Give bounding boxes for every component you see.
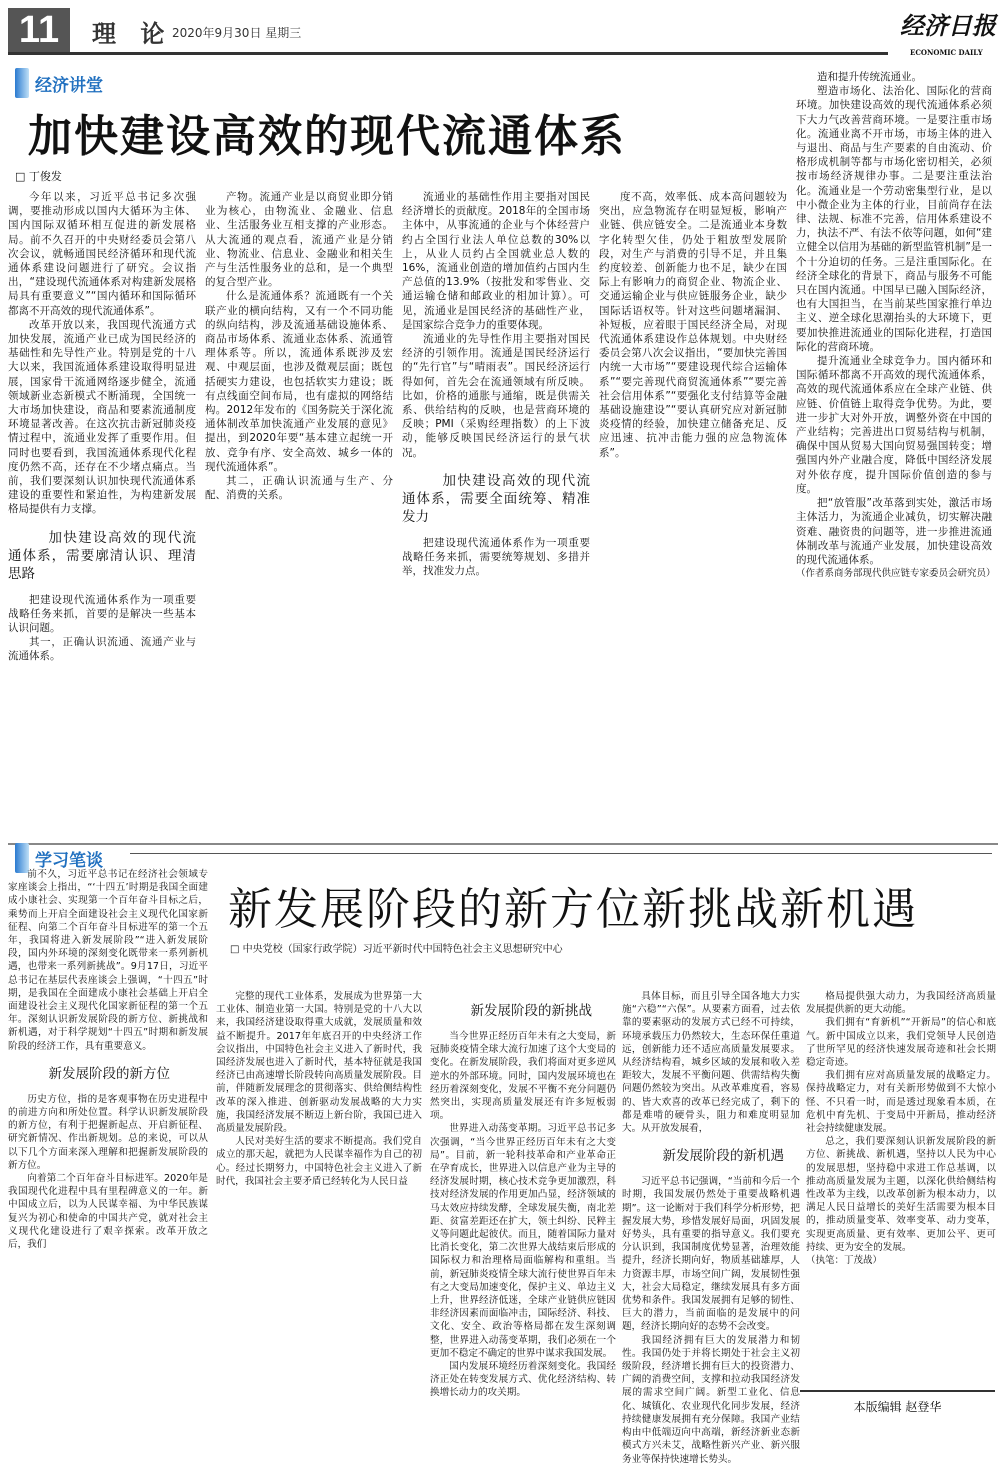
page-editor: 本版编辑 赵登华 (800, 1390, 995, 1415)
paragraph: 具体目标，而且引导全国各地大力实施“六稳”“六保”。从要素方面看，过去依靠的要素驱动的发展方式已经不可持续，环境承载压力仍然较大，生态环保任重道远，创新能力还不适应高质量发展要求。从经济结构看，城乡区域的发展和收入差距较大，发展不平衡问题、供需结构失衡问题仍然较为突出。从改革难度看，容易的、皆大欢喜的改革已经完成了，剩下的都是难啃的硬骨头，阻力和难度明显加大。从开放发展看， (622, 991, 800, 1135)
tag-bar-icon (15, 68, 29, 98)
paragraph: 什么是流通体系？流通既有一个关联产业的横向结构，又有一个不同功能的纵向结构，涉及流通基础设施体系、商品市场体系、流通业态体系、流通管理体系等。所以，流通体系既涉及宏观、中观层面，也涉及微观层面；既包括硬实力建设，也包括软实力建设；既有点线面空间布局，也有虚拟的网络结构。2012年发布的《国务院关于深化流通体制改革加快流通产业发展的意见》提出，到2020年要“基本建立起统一开放、竞争有序、安全高效、城乡一体的现代流通体系”。 (205, 290, 393, 473)
author-note: （作者系商务部现代供应链专家委员会研究员） (796, 568, 996, 580)
article1-column (8, 190, 196, 835)
article1-author: □ 丁俊发 (15, 170, 62, 183)
article1-column (402, 190, 590, 835)
paragraph: 格局提供强大动力，为我国经济高质量发展提供新的更大动能。 (806, 991, 996, 1016)
article2-title: 新发展阶段的新方位新挑战新机遇 (228, 884, 918, 935)
page-header (0, 0, 1000, 62)
column-tag-economic-lecture (15, 68, 103, 98)
article1-column (205, 190, 393, 835)
subheading: 加快建设高效的现代流通体系，需要廓清认识、理清思路 (8, 529, 196, 582)
article2-byline: □ 中央党校（国家行政学院）习近平新时代中国特色社会主义思想研究中心 (230, 944, 563, 955)
paragraph: 流通业的基础性作用主要指对国民经济增长的贡献度。2018年的全国市场主体中，从事流通的企业与个体经营户约占全国行业法人单位总数的30%以上，从业人员约占全国就业总人数的16%，流通业创造的增加值约占国内生产总值的13.9%（按批发和零售业、交通运输仓储和邮政业的相加计算）。可见，流通业是国民经济的基础性产业，是国家综合竞争力的重要体现。 (402, 191, 590, 331)
article2-column (806, 990, 996, 1382)
issue-date: 2020年9月30日 星期三 (172, 26, 302, 40)
paragraph: 其二，正确认识流通与生产、分配、消费的关系。 (205, 475, 393, 502)
page-number: 11 (8, 8, 70, 53)
article2-column (216, 990, 422, 1415)
article1-title: 加快建设高效的现代流通体系 (28, 111, 626, 162)
paragraph: 我国经济拥有巨大的发展潜力和韧性。我国仍处于并将长期处于社会主义初级阶段，经济增长拥有巨大的投资潜力、广阔的消费空间，支撑和拉动我国经济发展的需求空间广阔。新型工业化、信息化、城镇化、农业现代化同步发展，经济持续健康发展拥有充分保障。我国产业结构由中低端迈向中高端，新经济新业态新模式方兴未艾，战略性新兴产业、新兴服务业等保持快速增长势头。 (622, 1334, 800, 1465)
paragraph: 当今世界正经历百年未有之大变局，新冠肺炎疫情全球大流行加速了这个大变局的变化。在新发展阶段，我们将面对更多逆风逆水的外部环境。同时，国内发展环境也在经历着深刻变化，发展不平衡不充分问题仍然突出，实现高质量发展还有许多短板弱项。 (430, 1031, 616, 1122)
paragraph: 历史方位，指的是客观事物在历史进程中的前进方向和所处位置。科学认识新发展阶段的新方位，有利于把握新起点、开启新征程、研究新情况、作出新规划。总的来说，可以从以下几个方面来深入理解和把握新发展阶段的新方位。 (8, 1093, 208, 1171)
paragraph: 世界进入动荡变革期。习近平总书记多次强调，“当今世界正经历百年未有之大变局”。目前，新一轮科技革命和产业革命正在孕育成长，世界进入以信息产业为主导的经济发展时期，核心技术竞争更加激烈，科技对经济发展的作用更加凸显，经济领域的马太效应持续发酵，全球发展失衡，南北差距、贫富差距还在扩大，领土纠纷、民粹主义等问题此起彼伏。而且，随着国际力量对比消长变化，第二次世界大战结束后形成的国际权力和治理格局面临解构和重组。当前，新冠肺炎疫情全球大流行使世界百年未有之大变局加速变化，保护主义、单边主义上升，世界经济低迷，全球产业链供应链因非经济因素而面临冲击，国际经济、科技、文化、安全、政治等格局都在发生深刻调整，世界进入动荡变革期，我们必须在一个更加不稳定不确定的世界中谋求我国发展。 (430, 1123, 616, 1359)
paragraph: 把“放管服”改革落到实处，激活市场主体活力，为流通企业减负，切实解决融资难、融资贵的问题等，进一步推进流通体制改革与流通产业发展，加快建设高效的现代流通体系。 (796, 497, 992, 566)
paragraph: 我们拥有应对高质量发展的战略定力。保持战略定力，对有关新形势做到不大惊小怪、不只看一时，而是透过现象看本质，在危机中育先机、于变局中开新局，推动经济社会持续健康发展。 (806, 1070, 996, 1135)
column-tag-label: 经济讲堂 (35, 75, 103, 96)
paragraph: 提升流通业全球竞争力。国内循环和国际循环都离不开高效的现代流通体系，高效的现代流通体系应在全球产业链、供应链、价值链上取得竞争优势。为此，要进一步扩大对外开放，调整外资在中国的产业结构；完善进出口贸易结构与机制，确保中国从贸易大国向贸易强国转变；增强国内外产业融合度，降低中国经济发展对外依存度，提升国际价值创造的参与度。 (796, 355, 992, 495)
paragraph: 度不高，效率低、成本高问题较为突出，应急物流存在明显短板，影响产业链、供应链安全。二是流通业本身数字化转型欠佳，仍处于粗放型发展阶段，对生产与消费的引导不足，并且集约度较差、创新能力也不足，缺少在国际上有影响力的商贸企业、物流企业、交通运输企业与供应链服务企业，缺少国际话语权等。针对这些问题堵漏洞、补短板，应着眼于国民经济全局，对现代流通体系建设作总体规划。中央财经委员会第八次会议指出，“要加快完善国内统一大市场”“要建设现代综合运输体系”“要完善现代商贸流通体系”“要完善社会信用体系”“要强化支付结算等金融基础设施建设”“要认真研究应对新冠肺炎疫情的经验，加快建立储备充足、反应迅速、抗冲击能力强的应急物流体系”。 (599, 191, 787, 459)
section-name: 理 论 (92, 20, 173, 48)
paragraph: 流通业的先导性作用主要指对国民经济的引领作用。流通是国民经济运行的“先行官”与“晴雨表”。国民经济运行得如何，首先会在流通领域有所反映。比如，价格的通胀与通缩，既是供需关系、供给结构的反映，也是营商环境的反映；PMI（采购经理指数）的上下波动，能够反映国民经济运行的景气状况。 (402, 333, 590, 459)
article1-column (796, 70, 996, 840)
paragraph: 国内发展环境经历着深刻变化。我国经济正处在转变发展方式、优化经济结构、转换增长动力的攻关期。 (430, 1361, 616, 1399)
paragraph: 向着第二个百年奋斗目标进军。2020年是我国现代化进程中具有里程碑意义的一年。新中国成立后，以为人民谋幸福、为中华民族谋复兴为初心和使命的中国共产党，就对社会主义现代化建设进行了艰辛探索。改革开放之后，我们 (8, 1173, 208, 1251)
paragraph: 完整的现代工业体系，发展成为世界第一大工业体、制造业第一大国。特别是党的十八大以来，我国经济建设取得重大成就，发展质量和效益不断提升。2017年年底召开的中央经济工作会议指出，中国特色社会主义进入了新时代，我国经济发展也进入了新时代，基本特征就是我国经济已由高速增长阶段转向高质量发展阶段。目前，伴随新发展理念的贯彻落实、供给侧结构性改革的深入推进、创新驱动发展战略的大力实施，我国经济发展不断迈上新台阶，我国已进入高质量发展阶段。 (216, 991, 422, 1135)
paragraph: 总之，我们要深刻认识新发展阶段的新方位、新挑战、新机遇，坚持以人民为中心的发展思想，坚持稳中求进工作总基调，以推动高质量发展为主题，以深化供给侧结构性改革为主线，以改革创新为根本动力，以满足人民日益增长的美好生活需要为根本目的，推动质量变革、效率变革、动力变革，实现更高质量、更有效率、更加公平、更可持续、更为安全的发展。 (806, 1136, 996, 1253)
author-note: （执笔：丁茂战） (806, 1255, 883, 1267)
paragraph: 其一，正确认识流通、流通产业与流通体系。 (8, 636, 196, 663)
article2-column (622, 990, 800, 1465)
paragraph: 前不久，习近平总书记在经济社会领域专家座谈会上指出，“‘十四五’时期是我国全面建成小康社会、实现第一个百年奋斗目标之后，乘势而上开启全面建设社会主义现代化国家新征程、向第二个百年奋斗目标进军的第一个五年，我国将进入新发展阶段”“进入新发展阶段，国内外环境的深刻变化既带来一系列新机遇，也带来一系列新挑战”。9月17日，习近平总书记在基层代表座谈会上强调，“十四五”时期，是我国在全面建成小康社会基础上开启全面建设社会主义现代化国家新征程的第一个五年。深刻认识新发展阶段的新方位、新挑战和新机遇，对于科学规划“十四五”时期和新发展阶段的经济工作，具有重要意义。 (8, 869, 208, 1052)
paragraph: 今年以来，习近平总书记多次强调，要推动形成以国内大循环为主体、国内国际双循环相互促进的新发展格局。前不久召开的中央财经委员会第八次会议，就畅通国民经济循环和现代流通体系建设问题进行了研究。会议指出，“建设现代流通体系对构建新发展格局具有重要意义”“国内循环和国际循环都离不开高效的现代流通体系”。 (8, 191, 196, 317)
section-divider (8, 843, 998, 845)
article2-column (8, 868, 208, 1413)
paragraph: 我们拥有“育新机”“开新局”的信心和底气。新中国成立以来，我们党领导人民创造了世所罕见的经济快速发展奇迹和社会长期稳定奇迹。 (806, 1017, 996, 1069)
paragraph: 造和提升传统流通业。 (817, 71, 922, 83)
article1-column (599, 190, 787, 835)
newspaper-logo: 经济日报 (900, 11, 996, 40)
paragraph: 产物。流通产业是以商贸业即分销业为核心，由物流业、金融业、信息业、生活服务业互相支撑的产业形态。从大流通的观点看，流通产业是分销业、物流业、信息业、金融业和相关生产与生活性服务业的总和，是一个典型的复合型产业。 (205, 191, 393, 289)
newspaper-logo-en: ECONOMIC DAILY (910, 48, 983, 57)
paragraph: 塑造市场化、法治化、国际化的营商环境。加快建设高效的现代流通体系必须下大力气改善营商环境。一是要注重市场化。流通业离不开市场，市场主体的进入与退出、商品与生产要素的自由流动、价格形成机制等都与市场化密切相关，必须按市场经济规律办事。二是要注重法治化。流通业是一个劳动密集型行业，是以中小微企业为主体的行业，目前尚存在法律、法规、标准不完善，信用体系建设不力，执法不严、有法不依等问题，如何“建立健全以信用为基础的新型监管机制”是一个十分迫切的任务。三是注重国际化。在经济全球化的背景下，商品与服务不可能只在国内流通。中国早已融入国际经济，也有大国担当，在当前某些国家推行单边主义、逆全球化思潮抬头的大环境下，更要加快推进流通业的国际化进程，打造国际化的营商环境。 (796, 85, 992, 353)
paragraph: 人民对美好生活的要求不断提高。我们党自成立的那天起，就把为人民谋幸福作为自己的初心。经过长期努力，中国特色社会主义进入了新时代，我国社会主要矛盾已经转化为人民日益 (216, 1136, 422, 1187)
subheading: 新发展阶段的新方位 (48, 1065, 170, 1082)
paragraph: 改革开放以来，我国现代流通方式加快发展，流通产业已成为国民经济的基础性和先导性产业。特别是党的十八大以来，我国流通体系建设取得明显进展，国家骨干流通网络逐步健全，流通领域新业态新模式不断涌现，全国统一大市场加快建设，商品和要素流通制度环境显著改善。在这次抗击新冠肺炎疫情过程中，流通业发挥了重要作用。但同时也要看到，我国流通体系现代化程度仍然不高，还存在不少堵点痛点。当前，我们要深刻认识加快现代流通体系建设的重要性和紧迫性，为构建新发展格局提供有力支撑。 (8, 318, 196, 516)
subheading: 加快建设高效的现代流通体系，需要全面统筹、精准发力 (402, 472, 590, 525)
header-rule (8, 52, 888, 55)
paragraph: 习近平总书记强调，“当前和今后一个时期，我国发展仍然处于重要战略机遇期”。这一论断对于我们科学分析形势，把握发展大势，珍惜发展好局面，巩固发展好势头，具有重要的指导意义。我们要充分认识到，我国制度优势显著，治理效能提升，经济长期向好，物质基础雄厚，人力资源丰厚，市场空间广阔，发展韧性强大，社会大局稳定，继续发展具有多方面优势和条件。我国发展拥有足够的韧性、巨大的潜力，当前面临的是发展中的问题，经济长期向好的态势不会改变。 (622, 1176, 800, 1333)
tag-rule (130, 853, 992, 854)
subheading: 新发展阶段的新挑战 (470, 1003, 592, 1019)
column-tag-label: 学习笔谈 (35, 850, 103, 871)
subheading: 新发展阶段的新机遇 (662, 1148, 784, 1165)
paragraph: 把建设现代流通体系作为一项重要战略任务来抓，需要统筹规划、多措并举，找准发力点。 (402, 536, 590, 578)
paragraph: 把建设现代流通体系作为一项重要战略任务来抓，首要的是解决一些基本认识问题。 (8, 593, 196, 635)
article2-column (430, 990, 616, 1415)
